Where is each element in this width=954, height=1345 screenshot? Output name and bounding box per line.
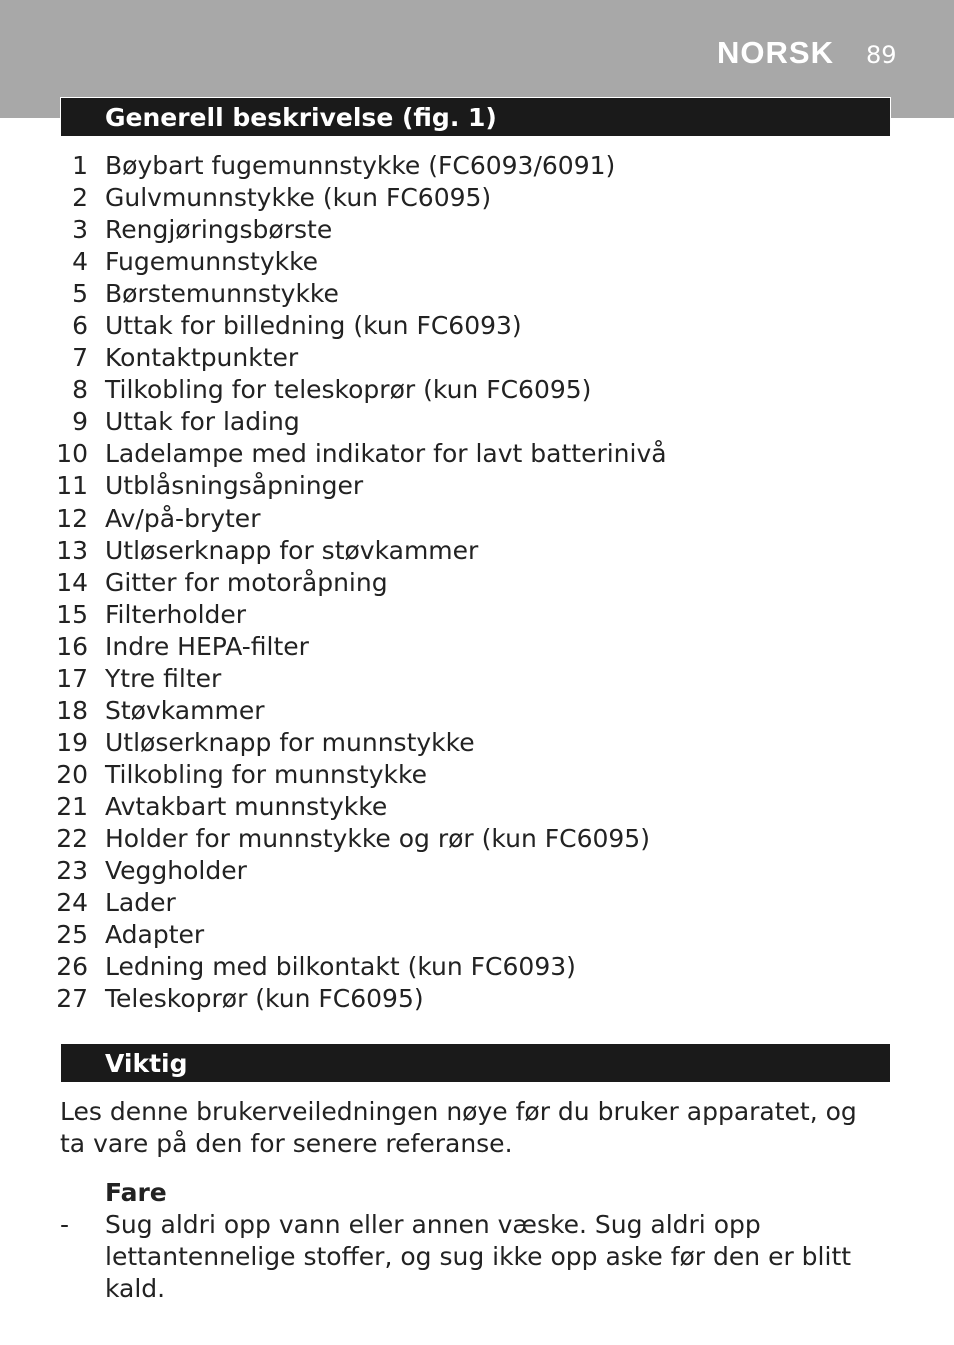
list-item-number: 24: [56, 888, 88, 918]
list-item-label: Rengjøringsbørste: [105, 215, 333, 245]
list-item-number: 6: [72, 311, 88, 341]
list-item-number: 27: [56, 984, 88, 1014]
list-item-label: Kontaktpunkter: [105, 343, 299, 373]
list-item: [0, 983, 954, 1015]
list-item: [0, 759, 954, 791]
list-item: [0, 727, 954, 759]
list-item-label: Filterholder: [105, 599, 247, 629]
list-item-number: 4: [72, 247, 88, 277]
list-item-label: Teleskoprør (kun FC6095): [105, 984, 424, 1014]
list-item: [0, 503, 954, 535]
list-item-label: Ledning med bilkontakt (kun FC6093): [105, 952, 576, 982]
list-item-number: 11: [56, 471, 88, 501]
list-item: [0, 887, 954, 919]
list-item-number: 19: [56, 727, 88, 757]
bullet-text: Sug aldri opp vann eller annen væske. Sug aldri opp lettantennelige stoffer, og sug ikke opp aske før den er blitt kald.: [105, 1210, 852, 1303]
intro-paragraph: Les denne brukerveiledningen nøye før du bruker apparatet, og ta vare på den for senere referanse.: [60, 1097, 857, 1158]
list-item-number: 20: [56, 759, 88, 789]
list-item: [0, 567, 954, 599]
list-item-label: Fugemunnstykke: [105, 247, 319, 277]
parts-list: [0, 150, 954, 1015]
list-item-label: Lader: [105, 888, 176, 918]
list-item: [0, 470, 954, 502]
list-item: [0, 342, 954, 374]
list-item-label: Indre HEPA-filter: [105, 631, 309, 661]
list-item-number: 17: [56, 663, 88, 693]
list-item-number: 9: [72, 407, 88, 437]
list-item: [0, 278, 954, 310]
page-number: 89: [866, 41, 897, 69]
list-item: [0, 919, 954, 951]
list-item: [0, 150, 954, 182]
list-item-number: 12: [56, 503, 88, 533]
list-item-label: Gulvmunnstykke (kun FC6095): [105, 183, 492, 213]
bullet-marker: -: [60, 1210, 70, 1239]
list-item: [0, 214, 954, 246]
list-item-number: 21: [56, 791, 88, 821]
list-item: [0, 406, 954, 438]
list-item: [0, 631, 954, 663]
list-item: [0, 791, 954, 823]
list-item-label: Av/på-bryter: [105, 503, 261, 533]
list-item-number: 3: [72, 215, 88, 245]
list-item-number: 2: [72, 183, 88, 213]
list-item: [0, 823, 954, 855]
list-item-label: Holder for munnstykke og rør (kun FC6095): [105, 823, 650, 853]
list-item-number: 26: [56, 952, 88, 982]
list-item-label: Avtakbart munnstykke: [105, 791, 388, 821]
list-item-label: Utløserknapp for støvkammer: [105, 535, 479, 565]
list-item-label: Utblåsningsåpninger: [105, 471, 364, 501]
list-item: [0, 246, 954, 278]
list-item-label: Gitter for motoråpning: [105, 567, 388, 597]
list-item-number: 25: [56, 920, 88, 950]
list-item-label: Ladelampe med indikator for lavt batterinivå: [105, 439, 667, 469]
section-heading-important: [60, 1043, 891, 1083]
list-item-label: Ytre filter: [105, 663, 222, 693]
list-item-label: Uttak for lading: [105, 407, 300, 437]
list-item-number: 7: [72, 343, 88, 373]
section-title-important: Viktig: [105, 1049, 188, 1078]
list-item-number: 22: [56, 823, 88, 853]
list-item-number: 8: [72, 375, 88, 405]
list-item-number: 15: [56, 599, 88, 629]
list-item-number: 13: [56, 535, 88, 565]
list-item-label: Utløserknapp for munnstykke: [105, 727, 475, 757]
list-item-label: Børstemunnstykke: [105, 279, 339, 309]
list-item: [0, 855, 954, 887]
list-item: [0, 695, 954, 727]
list-item-label: Støvkammer: [105, 695, 265, 725]
list-item-label: Tilkobling for munnstykke: [105, 759, 427, 789]
list-item: [0, 438, 954, 470]
list-item-label: Uttak for billedning (kun FC6093): [105, 311, 522, 341]
list-item-label: Veggholder: [105, 856, 247, 886]
language-label: NORSK: [717, 35, 834, 70]
section-heading-general: [60, 97, 891, 137]
list-item: [0, 951, 954, 983]
list-item-number: 1: [72, 151, 88, 180]
list-item-number: 5: [72, 279, 88, 309]
list-item-number: 14: [56, 567, 88, 597]
danger-heading: Fare: [105, 1178, 167, 1207]
list-item-label: Tilkobling for teleskoprør (kun FC6095): [105, 375, 592, 405]
list-item-number: 23: [56, 856, 88, 886]
list-item-number: 18: [56, 695, 88, 725]
list-item: [0, 374, 954, 406]
list-item-label: Adapter: [105, 920, 205, 950]
list-item-number: 10: [56, 439, 88, 469]
list-item: [0, 182, 954, 214]
list-item: [0, 599, 954, 631]
list-item: [0, 535, 954, 567]
list-item: [0, 310, 954, 342]
list-item: [0, 663, 954, 695]
section-title-general: Generell beskrivelse (fig. 1): [105, 103, 497, 132]
list-item-number: 16: [56, 631, 88, 661]
list-item-label: Bøybart fugemunnstykke (FC6093/6091): [105, 151, 616, 180]
